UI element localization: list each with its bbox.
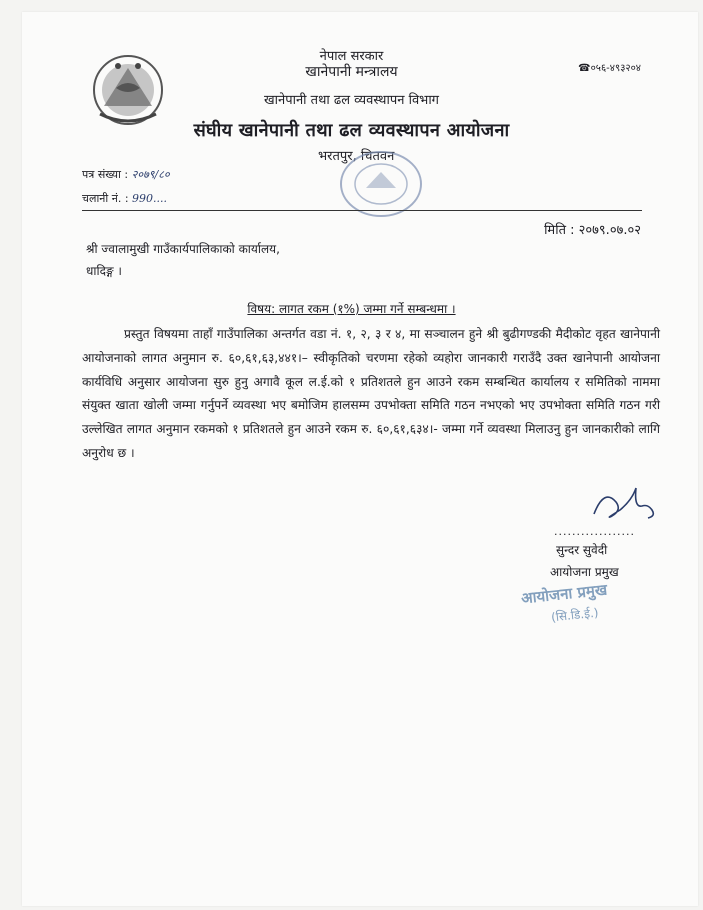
office-location: भरतपुर, चितवन: [318, 149, 395, 164]
title-seal-line2: (सि.डि.ई.): [550, 605, 600, 625]
header-divider: [82, 210, 642, 211]
addressee-line2: धादिङ्ग ।: [86, 264, 122, 278]
title-seal-line1: आयोजना प्रमुख: [520, 580, 608, 608]
letter-body: प्रस्तुत विषयमा ताहाँ गाउँपालिका अन्तर्गत वडा नं. १, २, ३ र ४, मा सञ्चालन हुने श्री बुढीगण्डकी मैदीकोट वृहत खानेपानी आयोजनाको लागत अनुमान रु. ६०,६१,६३,४४१।– स्वीकृतिको चरणमा रहेको व्यहोरा जानकारी गराउँदै उक्त खानेपानी आयोजना कार्यविधि अनुसार आयोजना सुरु हुनु अगावै कूल ल.ई.को १ प्रतिशतले हुन आउने रकम सम्बन्धित कार्यालय र समितिको नाममा संयुक्त खाता खोली जम्मा गर्नुपर्ने व्यवस्था भए बमोजिम हालसम्म उपभोक्ता समिति गठन नभएको भए उपभोक्ता समिति गठन गरी उल्लेखित लागत अनुमान रकमको १ प्रतिशतले हुन आउने रकम रु. ६०,६१,६३४।- जम्मा गर्ने व्यवस्था मिलाउनु हुन जानकारीको लागि अनुरोध छ ।: [82, 327, 660, 460]
letter-number: [82, 167, 170, 182]
date-label: मिति :: [544, 223, 575, 238]
signatory-name: सुन्दर सुवेदी: [556, 543, 608, 557]
government-name: नेपाल सरकार: [319, 49, 384, 64]
date-value: २०७९.०७.०२: [578, 223, 641, 238]
signature-mark: [590, 480, 660, 526]
signatory-title: आयोजना प्रमुख: [550, 565, 619, 579]
department-name: खानेपानी तथा ढल व्यवस्थापन विभाग: [264, 93, 439, 108]
letter-number-label: पत्र संख्या :: [82, 168, 129, 181]
phone-number: ☎०५६-४९३२०४: [578, 63, 641, 74]
project-name: संघीय खानेपानी तथा ढल व्यवस्थापन आयोजना: [193, 120, 510, 141]
ministry-name: खानेपानी मन्त्रालय: [305, 64, 398, 80]
dispatch-number-label: चलानी नं. :: [82, 192, 129, 205]
dispatch-number-value: 990....: [132, 192, 168, 205]
letter-number-value: २०७९/८०: [131, 168, 170, 181]
dispatch-number: [82, 191, 167, 206]
signature-dots: ..................: [554, 525, 635, 538]
addressee-line1: श्री ज्वालामुखी गाउँकार्यपालिकाको कार्यालय,: [86, 242, 280, 256]
subject-line: विषय: लागत रकम (१%) जम्मा गर्ने सम्बन्धमा ।: [247, 302, 456, 316]
letter-date: [544, 220, 641, 238]
